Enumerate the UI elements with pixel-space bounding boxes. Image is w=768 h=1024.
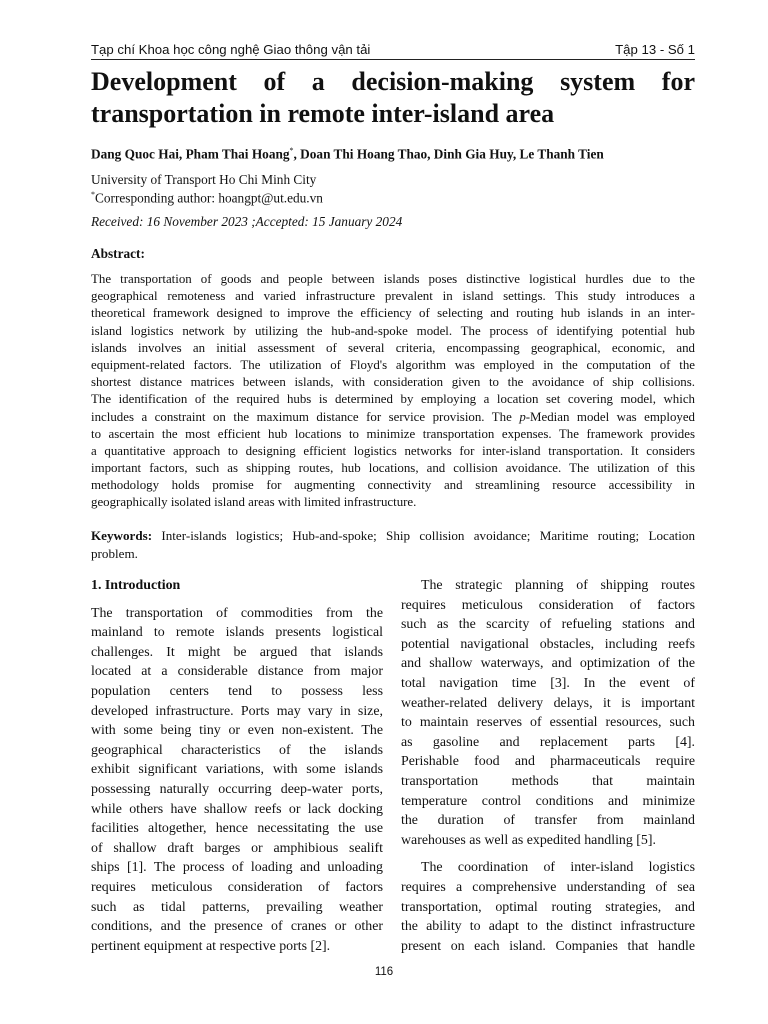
body-line: challenges. It might be argued that islands <box>91 644 383 660</box>
body-line: located at a considerable distance from major <box>91 664 383 680</box>
abstract-line: The transportation of goods and people between islands poses distinctive logistical hurdles due to the <box>91 272 695 286</box>
section-heading: 1. Introduction <box>91 578 181 593</box>
keywords <box>91 527 695 563</box>
abstract-line: geographical remoteness and varied infrastructure prevalent in island settings. This study introduces a <box>91 289 695 304</box>
abstract-line: shortest distance matrices between islands, with consideration given to the avoidance of ship collisions. <box>91 375 695 390</box>
body-line: the duration of transfer from mainland <box>401 813 695 829</box>
body-line: such as the scarcity of refueling stations and <box>401 617 695 633</box>
corresponding-mark: * <box>289 146 294 155</box>
abstract-line: important factors, such as shipping routes, hub locations, and collision avoidance. The utilization of this <box>91 461 695 476</box>
body-line: with some being tiny or even non-existent. The <box>91 723 383 739</box>
body-line: weather-related delivery delays, it is important <box>401 695 695 711</box>
author-list <box>91 146 695 162</box>
body-line: requires meticulous consideration of factors <box>91 879 383 895</box>
journal-header <box>91 42 695 60</box>
body-line: the ability to adapt to the distinct infrastructure <box>401 919 695 935</box>
body-line: requires a comprehensive understanding of sea <box>401 879 695 895</box>
left-column <box>91 576 383 956</box>
abstract-line: to ascertain the most efficient hub locations to minimize transportation expenses. The framework provides <box>91 426 695 441</box>
body-line: as gasoline and replacement parts [4]. <box>401 734 695 750</box>
body-line: warehouses as well as expedited handling [5]. <box>401 832 656 848</box>
abstract-line: a quantitative approach to designing efficient logistics networks for inter-island transportation. It considers <box>91 443 695 458</box>
body-line: and shallow waterways, and optimization of the <box>401 656 695 672</box>
body-line: facilities altogether, hence necessitating the use <box>91 821 383 837</box>
body-line: present on each island. Companies that handle <box>401 938 695 954</box>
body-line: temperature control conditions and minimize <box>401 793 695 809</box>
abstract-line-9-start: includes a constraint on the maximum distance for service provision. The <box>91 409 520 424</box>
abstract-body <box>91 271 695 512</box>
body-line: ships [1]. The process of loading and unloading <box>91 860 383 876</box>
p-median-italic: p <box>519 409 526 424</box>
keywords-text: Inter-islands logistics; Hub-and-spoke; Ship collision avoidance; Maritime routing; Location <box>152 528 695 543</box>
keywords-label: Keywords: <box>91 528 153 543</box>
body-line: geographical characteristics of the islands <box>91 742 383 758</box>
journal-name: Tạp chí Khoa học công nghệ Giao thông vận tải <box>91 42 371 57</box>
header-rule <box>91 59 695 60</box>
received-accepted-dates: Received: 16 November 2023 ;Accepted: 15 January 2024 <box>91 214 403 229</box>
body-line: population centers tend to possess less <box>91 683 383 699</box>
affiliation: University of Transport Ho Chi Minh City <box>91 172 317 187</box>
abstract-line: methodology holds promise for augmenting connectivity and streamlining resource accessibility in <box>91 478 695 493</box>
body-line: conditions, and the presence of cranes or other <box>91 919 383 935</box>
authors-part-1: Dang Quoc Hai, Pham Thai Hoang <box>91 146 290 162</box>
abstract-line: The identification of the required hubs is determined by employing a location set covering model, which <box>91 392 695 407</box>
keywords-line-1 <box>91 527 695 545</box>
body-line: requires meticulous consideration of factors <box>401 597 695 613</box>
body-line: such as tidal patterns, prevailing weather <box>91 899 383 915</box>
body-line: The transportation of commodities from the <box>91 605 383 621</box>
corresponding-author <box>91 190 323 206</box>
paragraph-gap <box>401 850 695 858</box>
body-line: The coordination of inter-island logistics <box>421 860 695 876</box>
body-line: pertinent equipment at respective ports [2]. <box>91 938 331 954</box>
body-line: The strategic planning of shipping routes <box>421 578 695 593</box>
body-line: Perishable food and pharmaceuticals require <box>401 754 695 770</box>
abstract-line: equipment-related factors. The utilization of Floyd's algorithm was employed in the computation of the <box>91 357 695 372</box>
volume-issue: Tập 13 - Số 1 <box>615 42 695 57</box>
authors-part-2: , Doan Thi Hoang Thao, Dinh Gia Huy, Le Thanh Tien <box>293 146 604 162</box>
title-line-1: Development of a decision-making system for <box>91 67 695 96</box>
body-line: transportation, optimal routing strategies, and <box>401 899 695 915</box>
body-line: potential navigational obstacles, including reefs <box>401 636 695 652</box>
title-line-2: transportation in remote inter-island area <box>91 99 555 128</box>
body-line: mainland to remote islands presents logistical <box>91 625 383 641</box>
abstract-heading: Abstract: <box>91 246 145 261</box>
body-line: exhibit significant variations, with some islands <box>91 762 383 778</box>
abstract-line: islands involves an initial assessment of several criteria, encompassing geographical, economic, and <box>91 340 695 355</box>
body-line: developed infrastructure. Ports may vary in size, <box>91 703 383 719</box>
abstract-line-9-end: -Median model was employed <box>525 409 696 424</box>
abstract-line: geographically isolated island areas with limited infrastructure. <box>91 495 417 510</box>
corresponding-email: Corresponding author: hoangpt@ut.edu.vn <box>95 190 323 206</box>
corresponding-mark-2: * <box>91 190 95 199</box>
body-line: while others have shallow reefs or lack docking <box>91 801 383 817</box>
body-line: transportation methods that maintain <box>401 773 695 789</box>
page-number: 116 <box>374 966 394 978</box>
keywords-line-2: problem. <box>91 546 138 561</box>
body-line: possessing naturally occurring deep-water ports, <box>91 781 383 797</box>
body-line: total navigation time [3]. In the event of <box>401 675 695 691</box>
body-line: of shallow draft barges or amphibious sealift <box>91 840 383 856</box>
body-line: to maintain reserves of essential resources, such <box>401 715 695 731</box>
paper-title <box>91 66 695 130</box>
abstract-line <box>91 409 695 426</box>
right-column <box>401 576 695 956</box>
abstract-line: island logistics network by utilizing the hub-and-spoke model. The process of identifying potential hub <box>91 323 695 338</box>
abstract-line: theoretical framework designed to improve the efficiency of selecting and routing hub islands in an inter- <box>91 306 695 321</box>
